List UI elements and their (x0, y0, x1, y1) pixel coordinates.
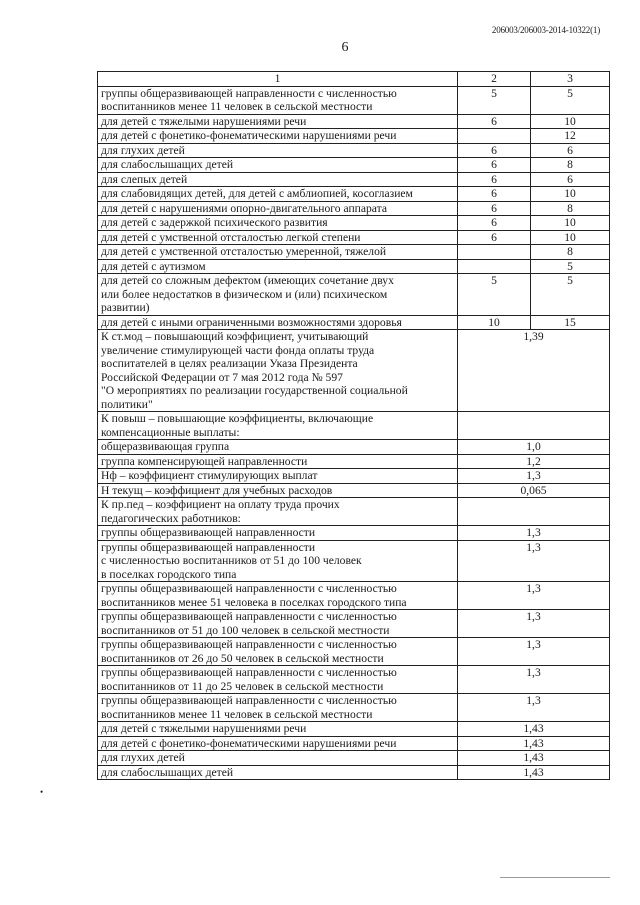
row-value-col-3: 5 (531, 274, 610, 316)
row-value-col-3: 8 (531, 158, 610, 173)
coefficients-table (97, 71, 610, 780)
row-value-col-3: 12 (531, 129, 610, 144)
row-value-col-3: 5 (531, 86, 610, 114)
row-coefficient: 1,3 (458, 469, 610, 484)
row-value-col-3: 10 (531, 114, 610, 129)
row-value-col-2: 6 (458, 143, 531, 158)
row-value-col-3: 8 (531, 201, 610, 216)
table-row (98, 765, 610, 780)
table-row (98, 274, 610, 316)
row-label: группы общеразвивающей направленности с численностью воспитанников менее 51 человека в поселках городского типа (98, 582, 458, 610)
row-label: для слабовидящих детей, для детей с амблиопией, косоглазием (98, 187, 458, 202)
row-label: К ст.мод – повышающий коэффициент, учитывающий увеличение стимулирующей части фонда оплаты труда воспитателей в целях реализации Указа Президента Российской Федерации от 7 мая 2012 года № 597 "О мероприятиях по реализации государственной социальной политики" (98, 330, 458, 412)
row-value-col-3: 10 (531, 216, 610, 231)
row-coefficient: 1,3 (458, 610, 610, 638)
table-row (98, 540, 610, 582)
row-label: группы общеразвивающей направленности с численностью воспитанников менее 11 человек в сельской местности (98, 694, 458, 722)
row-value-col-3: 6 (531, 143, 610, 158)
row-value-col-2 (458, 259, 531, 274)
table-row (98, 610, 610, 638)
row-coefficient: 1,3 (458, 540, 610, 582)
document-id: 206003/206003-2014-10322(1) (491, 25, 600, 35)
row-label: группы общеразвивающей направленности с численностью воспитанников от 11 до 25 человек в сельской местности (98, 666, 458, 694)
table-row (98, 230, 610, 245)
row-label: для слабослышащих детей (98, 765, 458, 780)
row-label: общеразвивающая группа (98, 440, 458, 455)
row-coefficient: 1,0 (458, 440, 610, 455)
table-row (98, 143, 610, 158)
header-col-3: 3 (531, 72, 610, 87)
table-row (98, 245, 610, 260)
row-coefficient: 0,065 (458, 483, 610, 498)
row-coefficient: 1,3 (458, 582, 610, 610)
row-coefficient: 1,43 (458, 765, 610, 780)
page-number: 6 (341, 40, 349, 55)
row-label: для детей с умственной отсталостью легкой степени (98, 230, 458, 245)
table-row (98, 259, 610, 274)
table-row (98, 216, 610, 231)
row-value-col-2: 6 (458, 187, 531, 202)
row-label: для детей со сложным дефектом (имеющих сочетание двух или более недостатков в физическом и (или) психическом развитии) (98, 274, 458, 316)
row-value-col-2: 6 (458, 201, 531, 216)
row-label: группа компенсирующей направленности (98, 454, 458, 469)
row-label: для детей с тяжелыми нарушениями речи (98, 114, 458, 129)
row-value-col-2: 6 (458, 230, 531, 245)
row-coefficient: 1,2 (458, 454, 610, 469)
row-value-col-2 (458, 245, 531, 260)
table-row (98, 330, 610, 412)
row-value-col-3: 5 (531, 259, 610, 274)
table-row (98, 187, 610, 202)
row-coefficient: 1,3 (458, 694, 610, 722)
row-value-col-2: 6 (458, 158, 531, 173)
row-coefficient: 1,39 (458, 330, 610, 412)
row-value-col-2 (458, 129, 531, 144)
row-value-col-3: 15 (531, 315, 610, 330)
table-row (98, 129, 610, 144)
row-label: для детей с фонетико-фонематическими нарушениями речи (98, 129, 458, 144)
row-label: для детей с задержкой психического развития (98, 216, 458, 231)
table-row (98, 440, 610, 455)
table-row (98, 638, 610, 666)
table-row (98, 454, 610, 469)
table-row (98, 158, 610, 173)
row-coefficient: 1,3 (458, 666, 610, 694)
row-label: для детей с фонетико-фонематическими нарушениями речи (98, 736, 458, 751)
row-value-col-2: 10 (458, 315, 531, 330)
row-value-col-3: 10 (531, 230, 610, 245)
row-label: для слабослышащих детей (98, 158, 458, 173)
row-coefficient: 1,43 (458, 736, 610, 751)
row-label: К повыш – повышающие коэффициенты, включающие компенсационные выплаты: (98, 412, 458, 440)
table-row (98, 498, 610, 526)
footer-rule (500, 877, 610, 878)
row-value-col-3: 6 (531, 172, 610, 187)
row-label: группы общеразвивающей направленности с численностью воспитанников от 26 до 50 человек в сельской местности (98, 638, 458, 666)
row-label: для детей с иными ограниченными возможностями здоровья (98, 315, 458, 330)
row-value-col-2: 5 (458, 86, 531, 114)
row-coefficient: 1,43 (458, 722, 610, 737)
table-row (98, 315, 610, 330)
row-coefficient (458, 498, 610, 526)
row-label: для детей с тяжелыми нарушениями речи (98, 722, 458, 737)
row-label: для детей с нарушениями опорно-двигательного аппарата (98, 201, 458, 216)
row-label: группы общеразвивающей направленности (98, 526, 458, 541)
row-label: Н текущ – коэффициент для учебных расходов (98, 483, 458, 498)
table-row (98, 722, 610, 737)
header-col-2: 2 (458, 72, 531, 87)
table-row (98, 694, 610, 722)
row-label: Нф – коэффициент стимулирующих выплат (98, 469, 458, 484)
row-value-col-2: 6 (458, 216, 531, 231)
table-row (98, 201, 610, 216)
row-label: для глухих детей (98, 143, 458, 158)
row-coefficient: 1,43 (458, 751, 610, 766)
row-coefficient (458, 412, 610, 440)
table-row (98, 666, 610, 694)
row-value-col-2: 5 (458, 274, 531, 316)
table-row (98, 86, 610, 114)
row-label: группы общеразвивающей направленности с численностью воспитанников менее 11 человек в сельской местности (98, 86, 458, 114)
table-header-row (98, 72, 610, 87)
row-value-col-3: 10 (531, 187, 610, 202)
header-col-1: 1 (98, 72, 458, 87)
row-label: К пр.пед – коэффициент на оплату труда прочих педагогических работников: (98, 498, 458, 526)
row-label: для слепых детей (98, 172, 458, 187)
row-value-col-3: 8 (531, 245, 610, 260)
row-coefficient: 1,3 (458, 526, 610, 541)
row-label: для глухих детей (98, 751, 458, 766)
margin-mark: • (40, 787, 44, 797)
row-label: для детей с аутизмом (98, 259, 458, 274)
table-row (98, 751, 610, 766)
row-value-col-2: 6 (458, 114, 531, 129)
table-row (98, 736, 610, 751)
row-value-col-2: 6 (458, 172, 531, 187)
table-row (98, 483, 610, 498)
table-row (98, 582, 610, 610)
row-label: группы общеразвивающей направленности с численностью воспитанников от 51 до 100 человек в сельской местности (98, 610, 458, 638)
row-coefficient: 1,3 (458, 638, 610, 666)
table-row (98, 526, 610, 541)
row-label: группы общеразвивающей направленности с численностью воспитанников от 51 до 100 человек в поселках городского типа (98, 540, 458, 582)
table-row (98, 114, 610, 129)
row-label: для детей с умственной отсталостью умеренной, тяжелой (98, 245, 458, 260)
table-row (98, 412, 610, 440)
table-row (98, 172, 610, 187)
table-row (98, 469, 610, 484)
